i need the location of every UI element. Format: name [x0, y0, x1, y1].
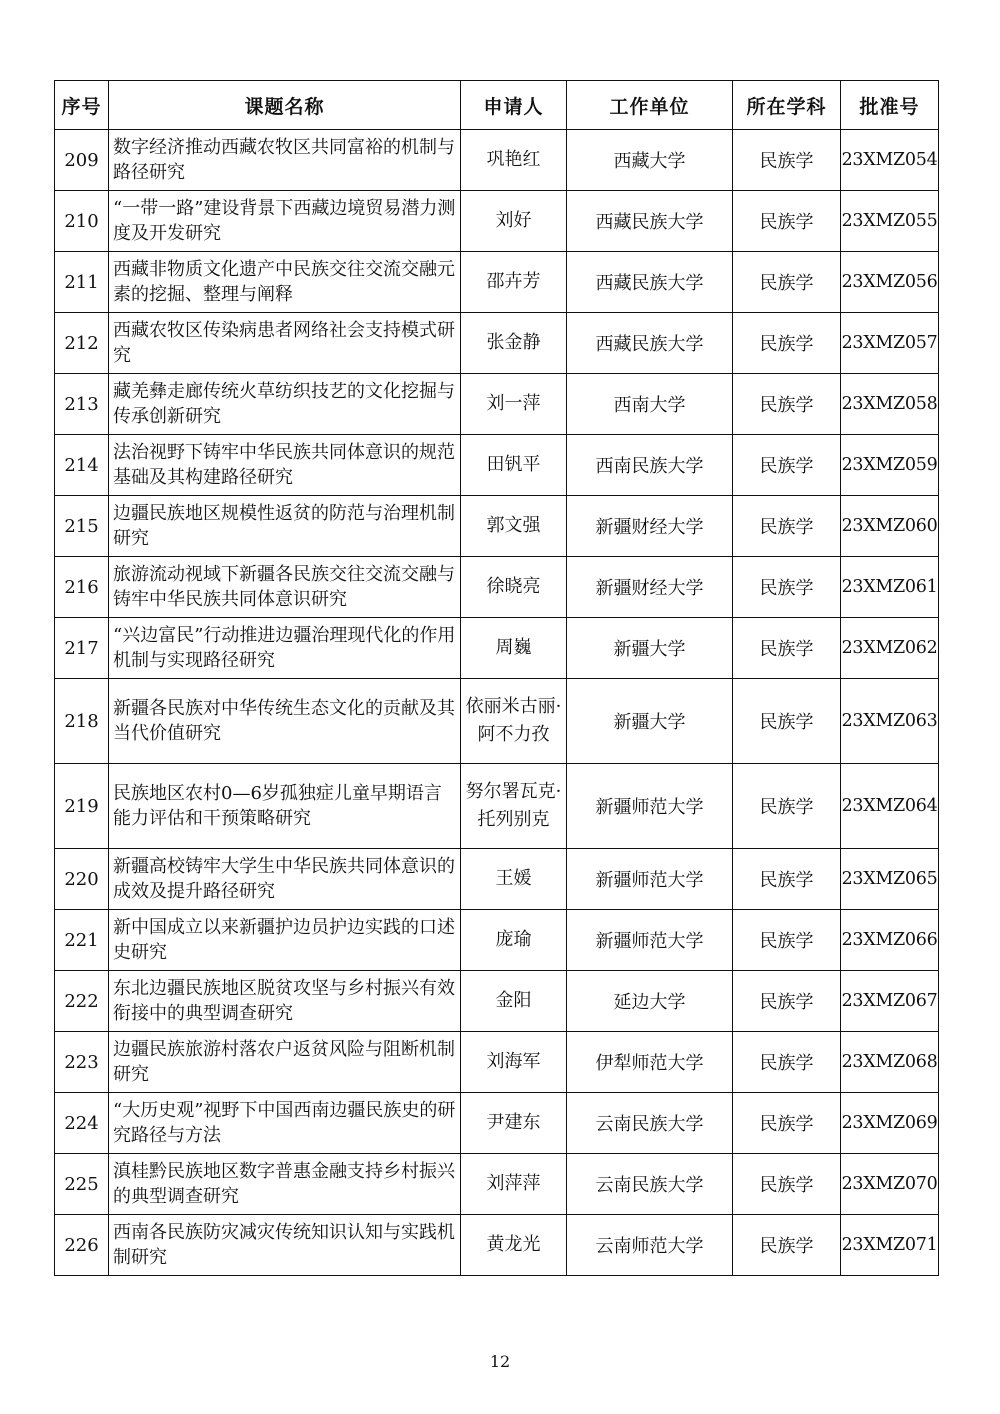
- cell-no: 225: [55, 1154, 109, 1215]
- cell-no: 224: [55, 1093, 109, 1154]
- cell-unit: 云南民族大学: [567, 1154, 733, 1215]
- cell-no: 214: [55, 435, 109, 496]
- cell-unit: 新疆财经大学: [567, 496, 733, 557]
- cell-discipline: 民族学: [733, 374, 841, 435]
- cell-approval-id: 23XMZ066: [841, 910, 939, 971]
- cell-applicant: 依丽米古丽·阿不力孜: [461, 679, 567, 764]
- cell-no: 222: [55, 971, 109, 1032]
- header-no: 序号: [55, 81, 109, 130]
- cell-title: “兴边富民”行动推进边疆治理现代化的作用机制与实现路径研究: [109, 618, 461, 679]
- cell-title: 新中国成立以来新疆护边员护边实践的口述史研究: [109, 910, 461, 971]
- cell-title: 数字经济推动西藏农牧区共同富裕的机制与路径研究: [109, 130, 461, 191]
- cell-discipline: 民族学: [733, 191, 841, 252]
- table-row: [55, 1032, 939, 1093]
- cell-discipline: 民族学: [733, 496, 841, 557]
- cell-unit: 新疆大学: [567, 618, 733, 679]
- cell-no: 218: [55, 679, 109, 764]
- cell-unit: 新疆师范大学: [567, 849, 733, 910]
- cell-discipline: 民族学: [733, 679, 841, 764]
- cell-title: 西南各民族防灾减灾传统知识认知与实践机制研究: [109, 1215, 461, 1276]
- cell-discipline: 民族学: [733, 1215, 841, 1276]
- cell-applicant: 尹建东: [461, 1093, 567, 1154]
- cell-applicant: 刘好: [461, 191, 567, 252]
- header-row: [55, 81, 939, 130]
- cell-title: 西藏农牧区传染病患者网络社会支持模式研究: [109, 313, 461, 374]
- cell-unit: 西藏民族大学: [567, 252, 733, 313]
- cell-unit: 延边大学: [567, 971, 733, 1032]
- cell-applicant: 金阳: [461, 971, 567, 1032]
- cell-applicant: 刘萍萍: [461, 1154, 567, 1215]
- cell-discipline: 民族学: [733, 313, 841, 374]
- cell-approval-id: 23XMZ054: [841, 130, 939, 191]
- cell-approval-id: 23XMZ067: [841, 971, 939, 1032]
- cell-title: 滇桂黔民族地区数字普惠金融支持乡村振兴的典型调查研究: [109, 1154, 461, 1215]
- cell-approval-id: 23XMZ070: [841, 1154, 939, 1215]
- cell-applicant: 刘一萍: [461, 374, 567, 435]
- cell-no: 210: [55, 191, 109, 252]
- cell-title: 新疆各民族对中华传统生态文化的贡献及其当代价值研究: [109, 679, 461, 764]
- header-applicant: 申请人: [461, 81, 567, 130]
- cell-approval-id: 23XMZ057: [841, 313, 939, 374]
- cell-approval-id: 23XMZ056: [841, 252, 939, 313]
- cell-approval-id: 23XMZ061: [841, 557, 939, 618]
- cell-discipline: 民族学: [733, 130, 841, 191]
- cell-approval-id: 23XMZ059: [841, 435, 939, 496]
- cell-discipline: 民族学: [733, 557, 841, 618]
- cell-no: 226: [55, 1215, 109, 1276]
- cell-title: 藏羌彝走廊传统火草纺织技艺的文化挖掘与传承创新研究: [109, 374, 461, 435]
- cell-discipline: 民族学: [733, 910, 841, 971]
- cell-applicant: 张金静: [461, 313, 567, 374]
- table-row: [55, 496, 939, 557]
- cell-approval-id: 23XMZ069: [841, 1093, 939, 1154]
- cell-no: 223: [55, 1032, 109, 1093]
- cell-no: 216: [55, 557, 109, 618]
- cell-no: 217: [55, 618, 109, 679]
- table-row: [55, 435, 939, 496]
- table-row: [55, 1093, 939, 1154]
- cell-title: “一带一路”建设背景下西藏边境贸易潜力测度及开发研究: [109, 191, 461, 252]
- cell-no: 212: [55, 313, 109, 374]
- cell-no: 219: [55, 764, 109, 849]
- cell-title: 边疆民族旅游村落农户返贫风险与阻断机制研究: [109, 1032, 461, 1093]
- table-row: [55, 313, 939, 374]
- table-row: [55, 374, 939, 435]
- cell-title: 东北边疆民族地区脱贫攻坚与乡村振兴有效衔接中的典型调查研究: [109, 971, 461, 1032]
- cell-approval-id: 23XMZ062: [841, 618, 939, 679]
- cell-approval-id: 23XMZ058: [841, 374, 939, 435]
- cell-title: 民族地区农村0—6岁孤独症儿童早期语言能力评估和干预策略研究: [109, 764, 461, 849]
- cell-title: “大历史观”视野下中国西南边疆民族史的研究路径与方法: [109, 1093, 461, 1154]
- table-row: [55, 130, 939, 191]
- cell-discipline: 民族学: [733, 1154, 841, 1215]
- cell-discipline: 民族学: [733, 252, 841, 313]
- cell-title: 边疆民族地区规模性返贫的防范与治理机制研究: [109, 496, 461, 557]
- table-row: [55, 849, 939, 910]
- cell-discipline: 民族学: [733, 1032, 841, 1093]
- table-row: [55, 618, 939, 679]
- cell-approval-id: 23XMZ060: [841, 496, 939, 557]
- cell-discipline: 民族学: [733, 618, 841, 679]
- cell-unit: 新疆师范大学: [567, 764, 733, 849]
- cell-unit: 新疆财经大学: [567, 557, 733, 618]
- header-discipline: 所在学科: [733, 81, 841, 130]
- table-row: [55, 191, 939, 252]
- cell-unit: 伊犁师范大学: [567, 1032, 733, 1093]
- cell-unit: 西南大学: [567, 374, 733, 435]
- table-row: [55, 252, 939, 313]
- cell-discipline: 民族学: [733, 849, 841, 910]
- cell-unit: 西南民族大学: [567, 435, 733, 496]
- cell-approval-id: 23XMZ071: [841, 1215, 939, 1276]
- cell-title: 新疆高校铸牢大学生中华民族共同体意识的成效及提升路径研究: [109, 849, 461, 910]
- cell-applicant: 邵卉芳: [461, 252, 567, 313]
- header-approval-id: 批准号: [841, 81, 939, 130]
- cell-no: 213: [55, 374, 109, 435]
- cell-applicant: 努尔署瓦克·托列别克: [461, 764, 567, 849]
- cell-no: 215: [55, 496, 109, 557]
- table-row: [55, 910, 939, 971]
- cell-unit: 新疆大学: [567, 679, 733, 764]
- cell-discipline: 民族学: [733, 764, 841, 849]
- cell-title: 旅游流动视域下新疆各民族交往交流交融与铸牢中华民族共同体意识研究: [109, 557, 461, 618]
- page-number: 12: [489, 1352, 511, 1371]
- cell-unit: 云南师范大学: [567, 1215, 733, 1276]
- cell-title: 法治视野下铸牢中华民族共同体意识的规范基础及其构建路径研究: [109, 435, 461, 496]
- cell-no: 209: [55, 130, 109, 191]
- header-unit: 工作单位: [567, 81, 733, 130]
- cell-no: 211: [55, 252, 109, 313]
- cell-discipline: 民族学: [733, 435, 841, 496]
- cell-unit: 新疆师范大学: [567, 910, 733, 971]
- table-row: [55, 557, 939, 618]
- cell-applicant: 庞瑜: [461, 910, 567, 971]
- cell-no: 221: [55, 910, 109, 971]
- table-row: [55, 971, 939, 1032]
- cell-title: 西藏非物质文化遗产中民族交往交流交融元素的挖掘、整理与阐释: [109, 252, 461, 313]
- cell-approval-id: 23XMZ064: [841, 764, 939, 849]
- cell-unit: 西藏民族大学: [567, 191, 733, 252]
- cell-applicant: 田钒平: [461, 435, 567, 496]
- cell-applicant: 郭文强: [461, 496, 567, 557]
- cell-applicant: 徐晓亮: [461, 557, 567, 618]
- cell-approval-id: 23XMZ065: [841, 849, 939, 910]
- cell-unit: 云南民族大学: [567, 1093, 733, 1154]
- header-title: 课题名称: [109, 81, 461, 130]
- cell-unit: 西藏大学: [567, 130, 733, 191]
- cell-no: 220: [55, 849, 109, 910]
- cell-applicant: 王媛: [461, 849, 567, 910]
- table-row: [55, 1215, 939, 1276]
- project-table: [54, 80, 939, 1276]
- cell-applicant: 周巍: [461, 618, 567, 679]
- cell-applicant: 刘海军: [461, 1032, 567, 1093]
- cell-discipline: 民族学: [733, 971, 841, 1032]
- cell-approval-id: 23XMZ063: [841, 679, 939, 764]
- cell-applicant: 巩艳红: [461, 130, 567, 191]
- table-row: [55, 679, 939, 764]
- table-row: [55, 1154, 939, 1215]
- cell-applicant: 黄龙光: [461, 1215, 567, 1276]
- cell-unit: 西藏民族大学: [567, 313, 733, 374]
- cell-approval-id: 23XMZ068: [841, 1032, 939, 1093]
- cell-approval-id: 23XMZ055: [841, 191, 939, 252]
- cell-discipline: 民族学: [733, 1093, 841, 1154]
- table-row: [55, 764, 939, 849]
